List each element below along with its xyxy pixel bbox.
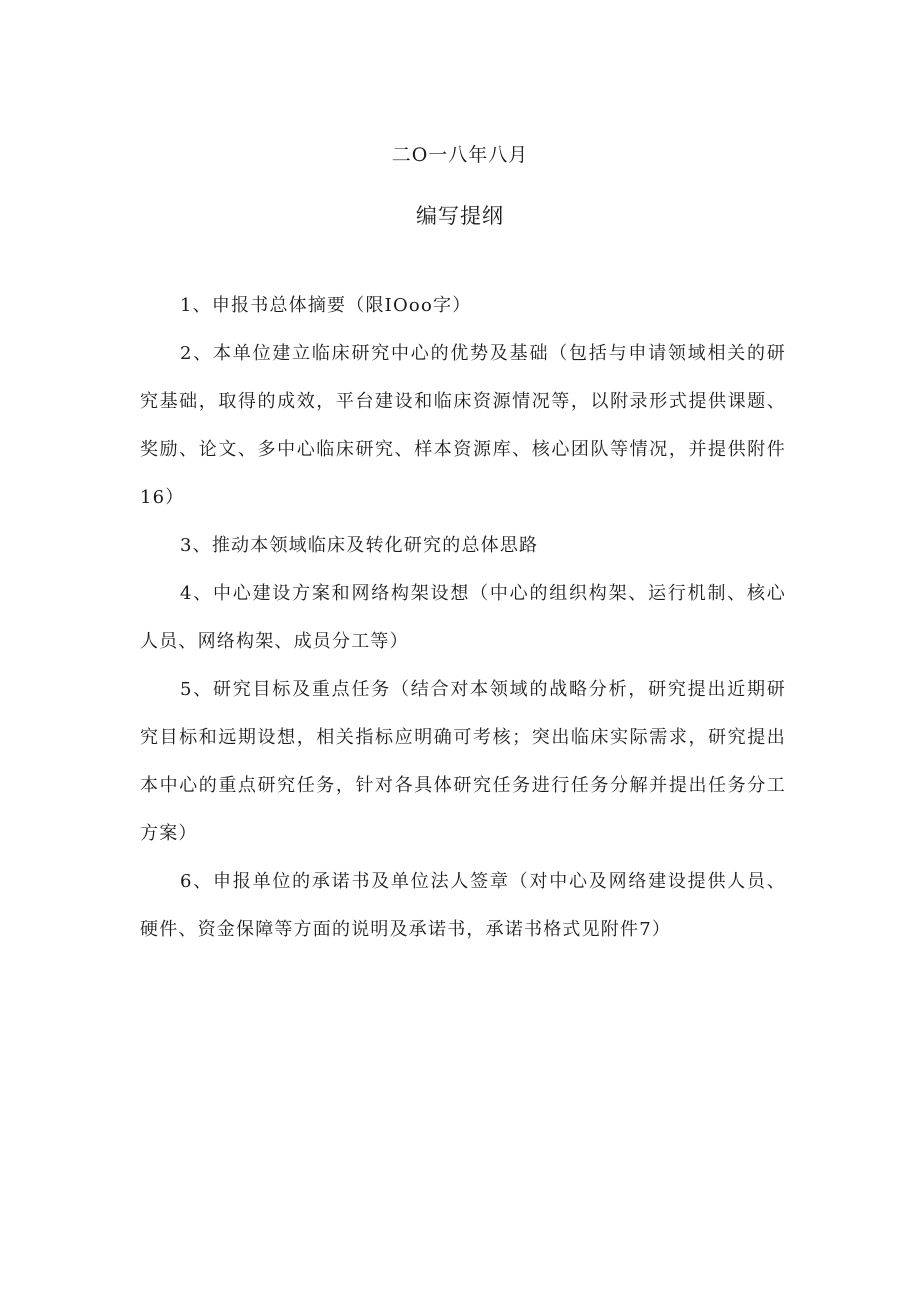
outline-item-5: 5、研究目标及重点任务（结合对本领域的战略分析，研究提出近期研究目标和远期设想，相关指标应明确可考核；突出临床实际需求，研究提出本中心的重点研究任务，针对各具体研究任务进行任务分解并提出任务分工方案） <box>140 679 786 844</box>
outline-item-3: 3、推动本领域临床及转化研究的总体思路 <box>180 535 539 556</box>
outline-item-2: 2、本单位建立临床研究中心的优势及基础（包括与申请领域相关的研究基础，取得的成效，平台建设和临床资源情况等，以附录形式提供课题、奖励、论文、多中心临床研究、样本资源库、核心团队等情况，并提供附件16） <box>140 343 786 508</box>
outline-heading: 编写提纲 <box>416 204 504 228</box>
date-line: 二O一八年八月 <box>391 144 529 166</box>
outline-item-6: 6、申报单位的承诺书及单位法人签章（对中心及网络建设提供人员、硬件、资金保障等方面的说明及承诺书，承诺书格式见附件7） <box>140 871 786 940</box>
outline-item-4: 4、中心建设方案和网络构架设想（中心的组织构架、运行机制、核心人员、网络构架、成员分工等） <box>140 583 786 652</box>
outline-item-1: 1、申报书总体摘要（限IOoo字） <box>180 295 472 316</box>
outline-body <box>140 282 786 954</box>
